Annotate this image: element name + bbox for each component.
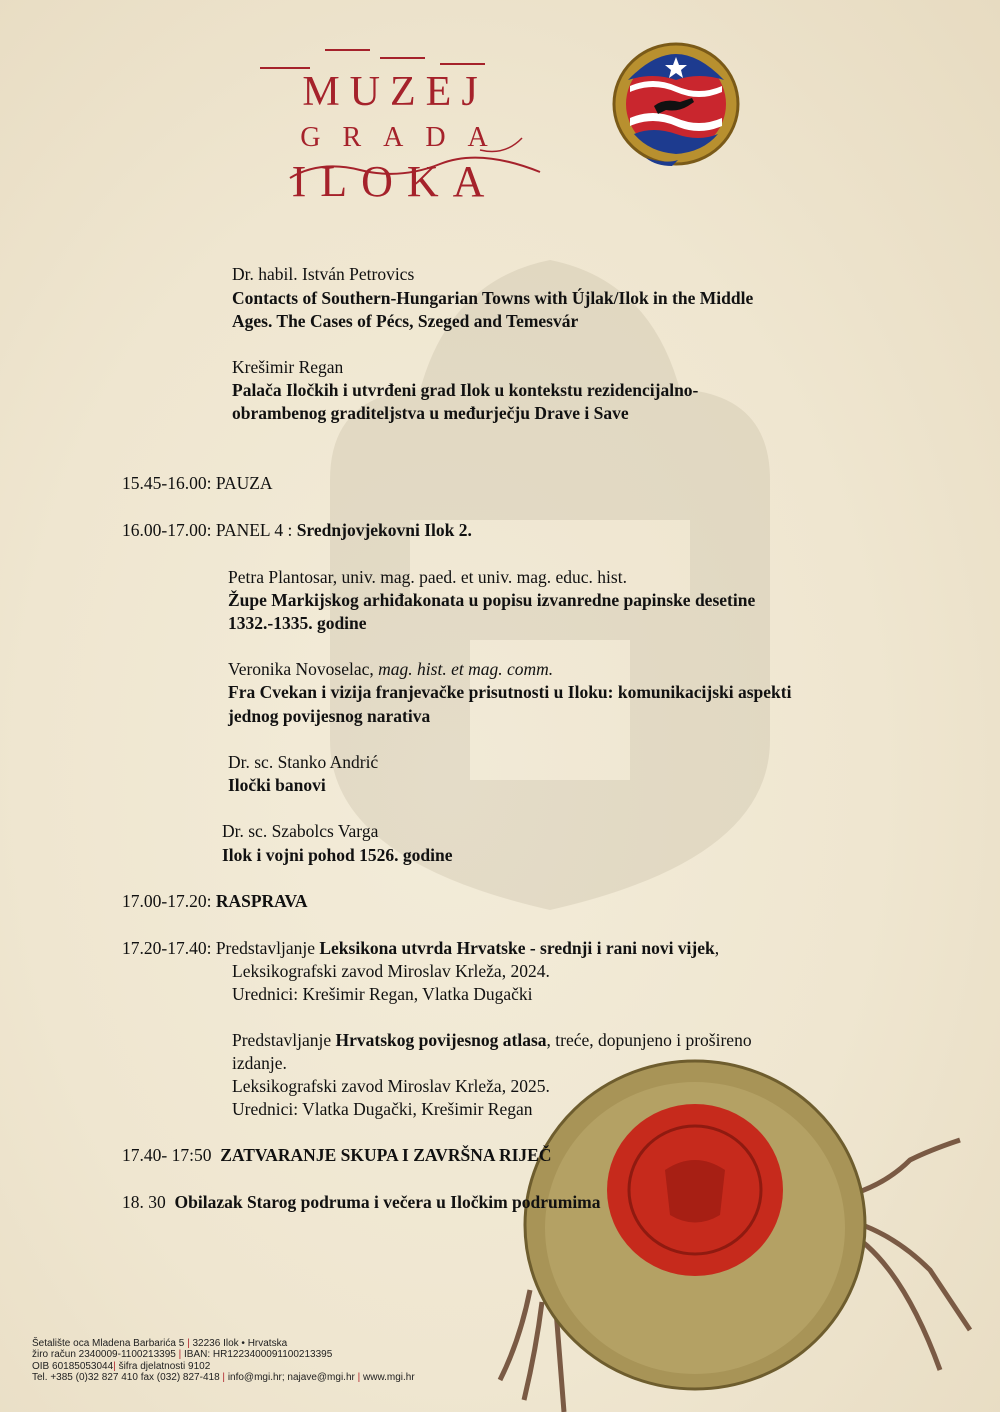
footer-account: žiro račun 2340009-1100213395 bbox=[32, 1349, 176, 1361]
logo-word-grada: GRADA bbox=[300, 122, 510, 153]
talk4-title-line1: Fra Cvekan i vizija franjevačke prisutnosti u Iloku: komunikacijski aspekti bbox=[228, 682, 792, 702]
talk2-speaker: Krešimir Regan bbox=[232, 357, 344, 377]
closing-row bbox=[122, 1144, 551, 1168]
panel4-time: 16.00-17.00: bbox=[122, 520, 212, 540]
footer-line3: OIB 60185053044| šifra djelatnosti 9102 bbox=[32, 1360, 211, 1372]
wax-seal-icon bbox=[490, 1040, 1000, 1412]
presentation2-editors: Urednici: Vlatka Dugački, Krešimir Regan bbox=[232, 1099, 533, 1119]
panel4-row bbox=[122, 519, 472, 543]
presentation1-row bbox=[122, 937, 719, 961]
closing-time: 17.40- 17:50 bbox=[122, 1145, 212, 1165]
footer-email-link[interactable]: info@mgi.hr; najave@mgi.hr bbox=[227, 1372, 355, 1384]
footer-contact bbox=[32, 1338, 415, 1384]
talk4-speaker-title: mag. hist. et mag. comm. bbox=[378, 659, 554, 679]
presentation1-publisher: Leksikografski zavod Miroslav Krleža, 2024. bbox=[232, 961, 550, 981]
footer-address: Šetalište oca Mladena Barbarića 5 bbox=[32, 1338, 185, 1349]
presentation1-time: 17.20-17.40: bbox=[122, 938, 212, 958]
presentation1-suffix: , bbox=[714, 938, 720, 958]
footer-oib: OIB 60185053044 bbox=[32, 1360, 114, 1372]
tour-time: 18. 30 bbox=[122, 1192, 166, 1212]
presentation2-suffix: , treće, dopunjeno i prošireno bbox=[546, 1030, 752, 1050]
closing-label: ZATVARANJE SKUPA I ZAVRŠNA RIJEČ bbox=[220, 1145, 552, 1165]
pauza-row bbox=[122, 472, 273, 496]
talk5-speaker: Dr. sc. Stanko Andrić bbox=[228, 752, 379, 772]
panel4-label: PANEL 4 : bbox=[215, 520, 293, 540]
footer-activity: šifra djelatnosti 9102 bbox=[118, 1360, 211, 1372]
footer-line4: Tel. +385 (0)32 827 410 fax (032) 827-418 | info@mgi.hr; najave@mgi.hr | www.mgi.hr bbox=[32, 1372, 415, 1384]
rasprava-row bbox=[122, 890, 308, 914]
talk6-speaker: Dr. sc. Szabolcs Varga bbox=[222, 821, 379, 841]
talk1-title-line1: Contacts of Southern-Hungarian Towns with Újlak/Ilok in the Middle bbox=[232, 288, 754, 308]
footer-line2: žiro račun 2340009-1100213395 | IBAN: HR1223400091100213395 bbox=[32, 1349, 333, 1361]
footer-phone: Tel. +385 (0)32 827 410 fax (032) 827-418 bbox=[32, 1372, 220, 1384]
coat-of-arms-icon bbox=[608, 40, 744, 170]
talk4-speaker bbox=[228, 658, 553, 682]
rasprava-time: 17.00-17.20: bbox=[122, 891, 212, 911]
footer-iban: IBAN: HR1223400091100213395 bbox=[184, 1349, 333, 1361]
logo-word-iloka: ILOKA bbox=[291, 157, 499, 206]
talk1-title-line2: Ages. The Cases of Pécs, Szeged and Temesvár bbox=[232, 311, 579, 331]
talk4-title-line2: jednog povijesnog narativa bbox=[228, 706, 431, 726]
talk3-title-line1: Župe Markijskog arhiđakonata u popisu izvanredne papinske desetine bbox=[228, 590, 756, 610]
presentation1-book: Leksikona utvrda Hrvatske - srednji i rani novi vijek bbox=[319, 938, 715, 958]
tour-label: Obilazak Starog podruma i večera u Iločkim podrumima bbox=[174, 1192, 601, 1212]
talk1-speaker: Dr. habil. István Petrovics bbox=[232, 264, 415, 284]
presentation2-book: Hrvatskog povijesnog atlasa bbox=[335, 1030, 547, 1050]
footer-line1: Šetalište oca Mladena Barbarića 5 | 32236 Ilok • Hrvatska bbox=[32, 1338, 288, 1349]
talk3-speaker: Petra Plantosar, univ. mag. paed. et univ. mag. educ. hist. bbox=[228, 567, 627, 587]
talk2-title-line1: Palača Iločkih i utvrđeni grad Ilok u kontekstu rezidencijalno- bbox=[232, 380, 699, 400]
talk6-title: Ilok i vojni pohod 1526. godine bbox=[222, 845, 453, 865]
rasprava-label: RASPRAVA bbox=[215, 891, 308, 911]
presentation2-prefix: Predstavljanje bbox=[232, 1030, 332, 1050]
logo-word-muzej: MUZEJ bbox=[302, 69, 488, 115]
talk3-title-line2: 1332.-1335. godine bbox=[228, 613, 367, 633]
presentation1-prefix: Predstavljanje bbox=[215, 938, 315, 958]
presentation2-publisher: Leksikografski zavod Miroslav Krleža, 2025. bbox=[232, 1076, 550, 1096]
panel4-name: Srednjovjekovni Ilok 2. bbox=[296, 520, 472, 540]
talk2-title-line2: obrambenog graditeljstva u međurječju Drave i Save bbox=[232, 403, 629, 423]
talk4-speaker-name: Veronika Novoselac, bbox=[228, 659, 374, 679]
talk5-title: Iločki banovi bbox=[228, 775, 326, 795]
pauza-time: 15.45-16.00: bbox=[122, 473, 212, 493]
pauza-label: PAUZA bbox=[215, 473, 273, 493]
presentation2-line2: izdanje. bbox=[232, 1053, 287, 1073]
museum-logo bbox=[250, 38, 550, 206]
tour-row bbox=[122, 1191, 601, 1215]
presentation1-editors: Urednici: Krešimir Regan, Vlatka Dugački bbox=[232, 984, 533, 1004]
footer-website-link[interactable]: www.mgi.hr bbox=[363, 1372, 415, 1384]
footer-city: 32236 Ilok • Hrvatska bbox=[192, 1338, 288, 1349]
